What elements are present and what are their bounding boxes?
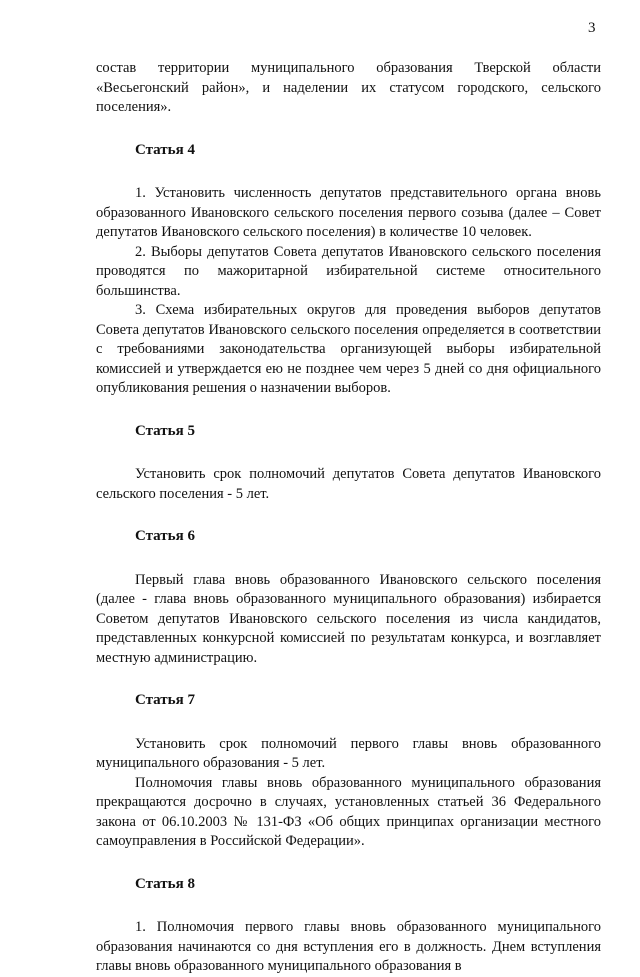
intro-paragraph: состав территории муниципального образования Тверской области «Весьегонский район», и наделении их статусом городского, сельского поселения». [96, 60, 601, 115]
article-8 [96, 852, 601, 977]
article-6 [96, 504, 601, 668]
article-paragraph: Первый глава вновь образованного Ивановского сельского поселения (далее - глава вновь образованного муниципального образования) избирается Советом депутатов Ивановского сельского поселения из числа кандидатов, представленных конкурсной комиссией по результатам конкурса, и возглавляет местную администрацию. [96, 571, 601, 666]
article-4 [96, 118, 601, 399]
article-paragraph: 3. Схема избирательных округов для проведения выборов депутатов Совета депутатов Ивановского сельского поселения определяется в соответствии с требованиями законодательства организующей выборы избирательной комиссией и утверждается ею не позднее чем через 5 дней со дня официального опубликования решения о назначении выборов. [96, 302, 601, 396]
article-5 [96, 399, 601, 505]
article-paragraph: Установить срок полномочий депутатов Совета депутатов Ивановского сельского поселения - 5 лет. [96, 466, 601, 502]
article-7 [96, 668, 601, 852]
article-paragraph: Установить срок полномочий первого главы вновь образованного муниципального образования - 5 лет. [96, 735, 601, 771]
article-title: Статья 8 [135, 875, 195, 892]
article-title: Статья 7 [135, 692, 195, 708]
article-paragraph: 2. Выборы депутатов Совета депутатов Ивановского сельского поселения проводятся по мажоритарной избирательной системе относительного большинства. [96, 243, 601, 299]
article-title: Статья 6 [135, 528, 195, 544]
article-paragraph: 1. Полномочия первого главы вновь образованного муниципального образования начинаются со дня вступления его в должность. Днем вступления главы вновь образованного муниципального образования в [96, 919, 601, 974]
article-title: Статья 4 [135, 141, 195, 158]
article-paragraph: 1. Установить численность депутатов представительного органа вновь образованного Ивановского сельского поселения первого созыва (далее – Совет депутатов Ивановского сельского поселения) в количестве 10 человек. [96, 185, 601, 240]
article-paragraph: Полномочия главы вновь образованного муниципального образования прекращаются досрочно в случаях, установленных статьей 36 Федерального закона от 06.10.2003 № 131-ФЗ «Об общих принципах организации местного самоуправления в Российской Федерации». [96, 774, 601, 849]
document-body [96, 59, 601, 977]
article-title: Статья 5 [135, 422, 195, 439]
page-number: 3 [588, 20, 596, 36]
